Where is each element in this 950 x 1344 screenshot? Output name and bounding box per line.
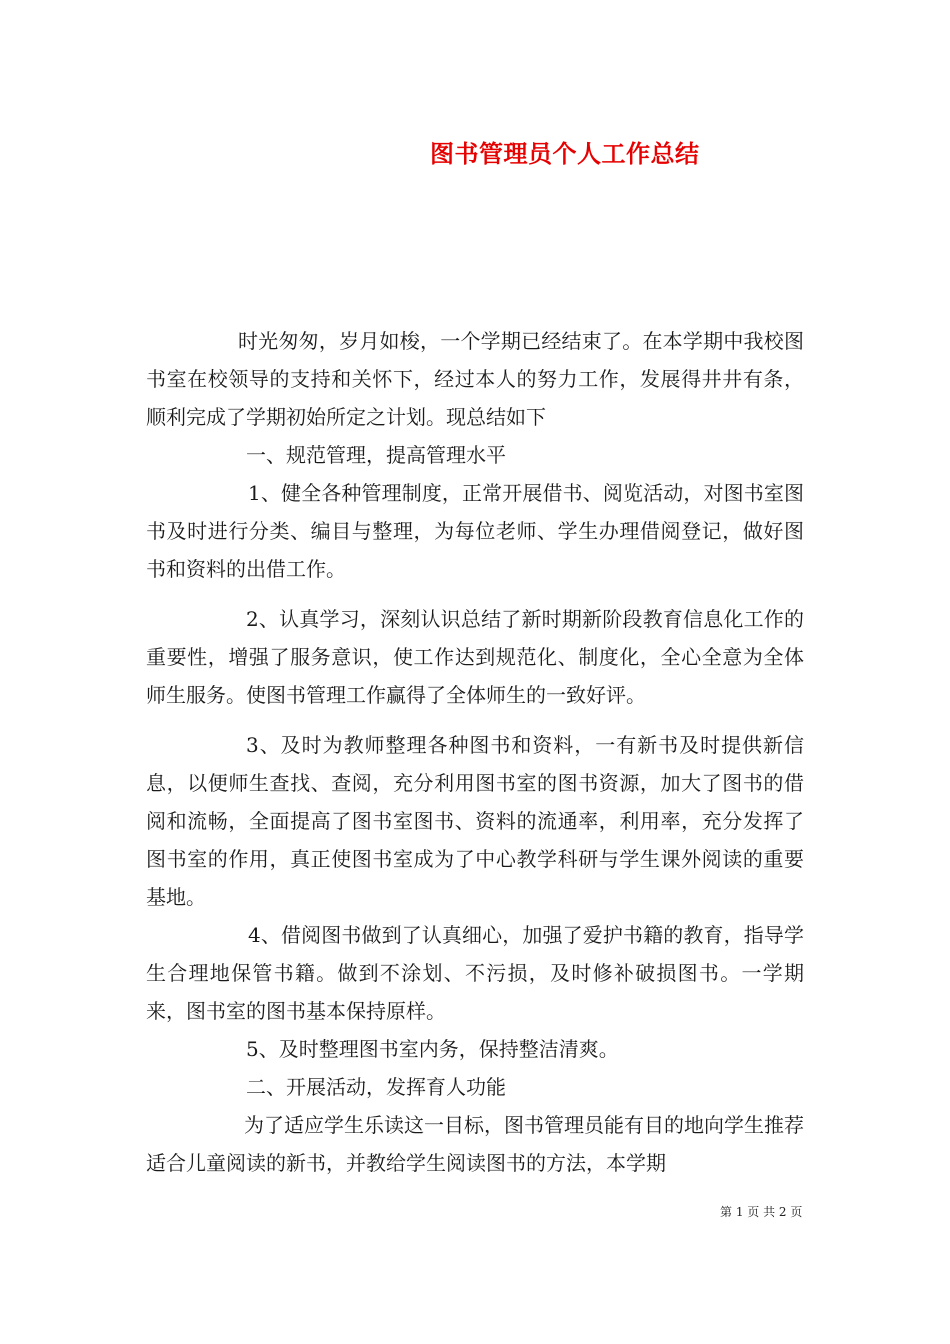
paragraph-intro: 时光匆匆，岁月如梭，一个学期已经结束了。在本学期中我校图书室在校领导的支持和关怀下，经过本人的努力工作，发展得井井有条，顺利完成了学期初始所定之计划。现总结如下 bbox=[146, 329, 804, 429]
paragraph-item-2: 2、认真学习，深刻认识总结了新时期新阶段教育信息化工作的重要性，增强了服务意识，使工作达到规范化、制度化，全心全意为全体师生服务。使图书管理工作赢得了全体师生的一致好评。 bbox=[146, 607, 804, 707]
paragraph-item-5: 5、及时整理图书室内务，保持整洁清爽。 bbox=[246, 1037, 619, 1061]
section-heading-2: 二、开展活动，发挥育人功能 bbox=[246, 1075, 506, 1099]
paragraph-item-3: 3、及时为教师整理各种图书和资料，一有新书及时提供新信息，以便师生查找、查阅，充分利用图书室的图书资源，加大了图书的借阅和流畅，全面提高了图书室图书、资料的流通率，利用率，充分发挥了图书室的作用，真正使图书室成为了中心教学科研与学生课外阅读的重要基地。 bbox=[146, 733, 804, 909]
document-body bbox=[146, 322, 804, 1182]
paragraph-activities: 为了适应学生乐读这一目标，图书管理员能有目的地向学生推荐适合儿童阅读的新书，并教给学生阅读图书的方法，本学期 bbox=[146, 1113, 804, 1175]
page-number-footer: 第 1 页 共 2 页 bbox=[720, 1205, 803, 1219]
paragraph-item-4: 4、借阅图书做到了认真细心，加强了爱护书籍的教育，指导学生合理地保管书籍。做到不涂划、不污损，及时修补破损图书。一学期来，图书室的图书基本保持原样。 bbox=[146, 923, 804, 1023]
document-title: 图书管理员个人工作总结 bbox=[430, 139, 700, 168]
section-heading-1: 一、规范管理，提高管理水平 bbox=[246, 443, 506, 467]
paragraph-item-1: 1、健全各种管理制度，正常开展借书、阅览活动，对图书室图书及时进行分类、编目与整理，为每位老师、学生办理借阅登记，做好图书和资料的出借工作。 bbox=[146, 481, 804, 581]
